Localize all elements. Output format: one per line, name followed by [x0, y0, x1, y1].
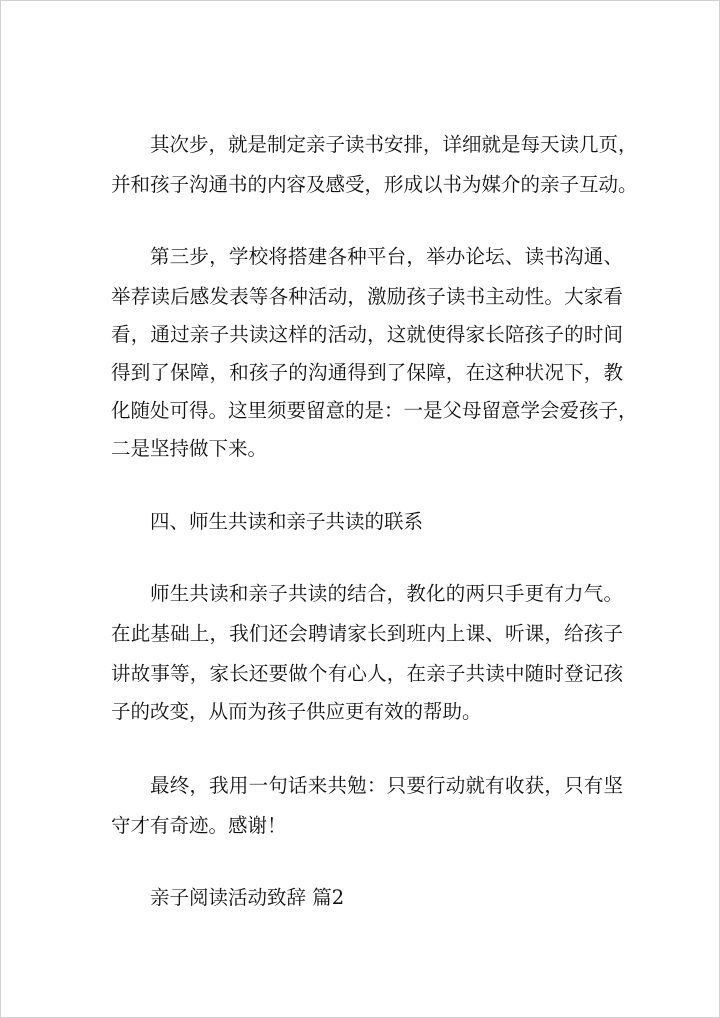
paragraph-2-line-3: 看，通过亲子共读这样的活动，这就使得家长陪孩子的时间 [111, 323, 623, 346]
paragraph-5-line-1: 最终，我用一句话来共勉：只要行动就有收获，只有坚 [150, 774, 623, 797]
paragraph-4-line-3: 讲故事等，家长还要做个有心人，在亲子共读中随时登记孩 [111, 662, 623, 685]
paragraph-1-line-2: 并和孩子沟通书的内容及感受，形成以书为媒介的亲子互动。 [111, 173, 638, 196]
paragraph-2-line-1: 第三步，学校将搭建各种平台，举办论坛、读书沟通、 [150, 245, 623, 268]
paragraph-4-line-2: 在此基础上，我们还会聘请家长到班内上课、听课，给孩子 [111, 622, 623, 645]
paragraph-4-line-1: 师生共读和亲子共读的结合，教化的两只手更有力气。 [150, 582, 623, 605]
section-heading: 四、师生共读和亲子共读的联系 [150, 510, 424, 533]
paragraph-5-line-2: 守才有奇迹。感谢！ [111, 814, 287, 837]
paragraph-1-line-1: 其次步，就是制定亲子读书安排，详细就是每天读几页， [150, 133, 638, 156]
paragraph-2-line-6: 二是坚持做下来。 [111, 437, 268, 460]
article-subtitle: 亲子阅读活动致辞 篇2 [150, 886, 345, 909]
paragraph-4-line-4: 子的改变，从而为孩子供应更有效的帮助。 [111, 700, 482, 723]
paragraph-2-line-4: 得到了保障，和孩子的沟通得到了保障，在这种状况下，教 [111, 361, 623, 384]
paragraph-2-line-5: 化随处可得。这里须要留意的是：一是父母留意学会爱孩子， [111, 399, 638, 422]
paragraph-2-line-2: 举荐读后感发表等各种活动，激励孩子读书主动性。大家看 [111, 285, 623, 308]
